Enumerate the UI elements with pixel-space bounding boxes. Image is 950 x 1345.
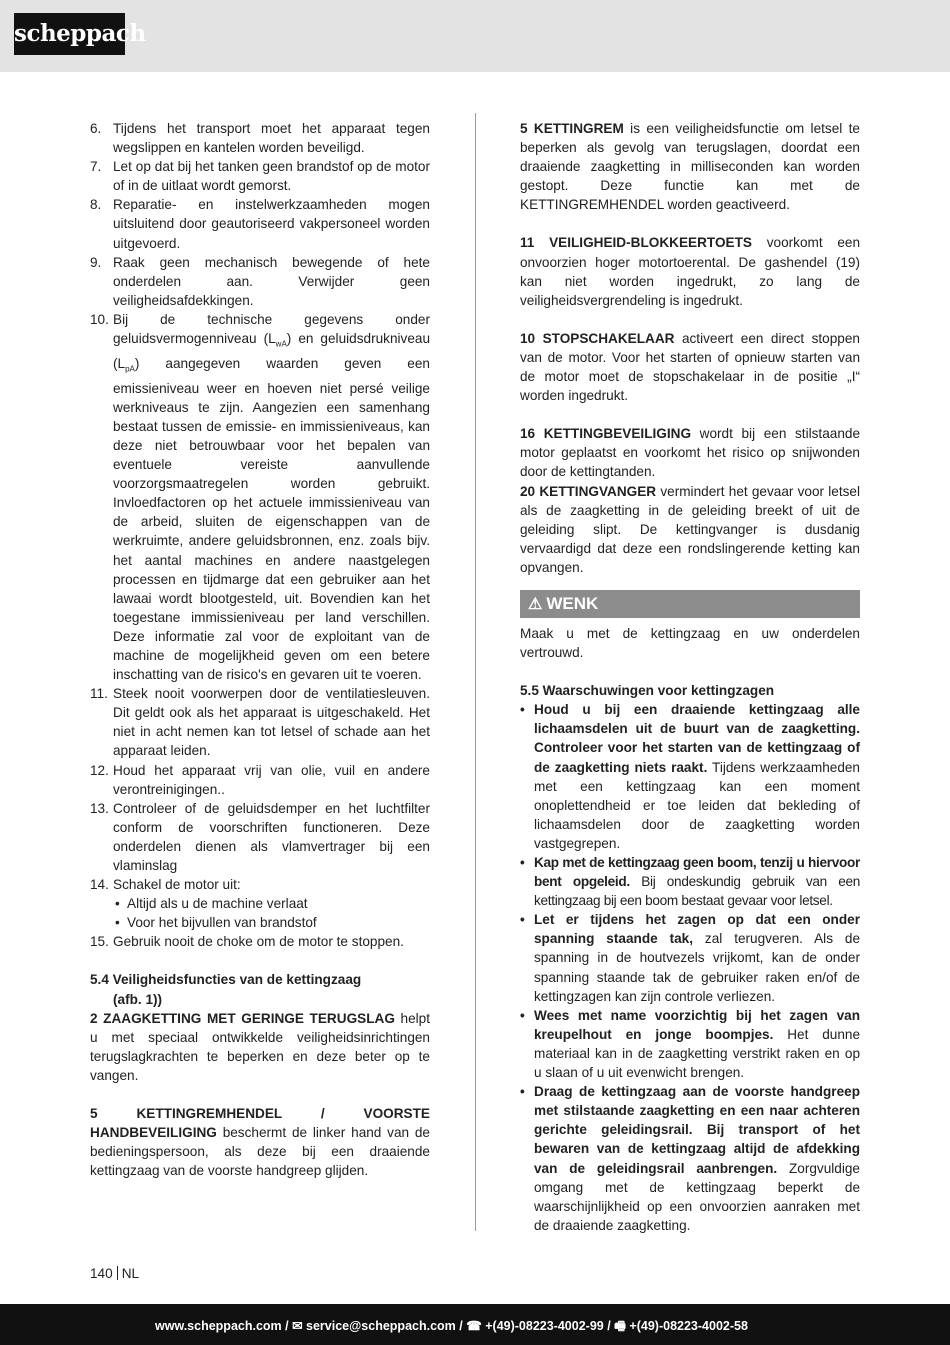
list-item: 14. Schakel de motor uit: • Altijd als u de machine verlaat • Voor het bijvullen van brandstof <box>90 875 430 932</box>
sub-list <box>113 894 430 932</box>
list-item: • Draag de kettingzaag aan de voorste handgreep met stilstaande zaagketting en een naar achteren gerichte geleidingsrail. Bij transport of het bewaren van de kettingzaag altijd de afdekking van de geleidingsrail aanbrengen. Zorgvuldige omgang met de kettingzaag beperkt de waarschijnlijkheid op een onvoorzien aanraken met de draaiende zaagketting. <box>520 1082 860 1235</box>
page-number: 140 NL <box>90 1266 140 1281</box>
section-subheading: (afb. 1)) <box>113 991 163 1007</box>
left-column <box>90 119 430 1180</box>
footer-bar <box>0 1304 950 1345</box>
paragraph: 5 KETTINGREM is een veiligheidsfunctie om letsel te beperken als gevolg van terugslagen, doordat een draaiende zaagketting in milliseconden kan worden gestopt. Deze functie kan met de KETTINGREMHENDEL worden geactiveerd. <box>520 121 860 213</box>
list-item: 8. Reparatie- en instelwerkzaamheden mogen uitsluitend door geautoriseerd vakpersoneel worden uitgevoerd. <box>90 197 430 251</box>
sub-list-item: • Altijd als u de machine verlaat <box>113 894 430 913</box>
list-item: 6. Tijdens het transport moet het apparaat tegen wegslippen en kantelen worden beveiligd. <box>90 121 430 156</box>
list-item: 13. Controleer of de geluidsdemper en het luchtfilter conform de voorschriften functioneren. Deze onderdelen dienen als vlamvertrager bij een vlaminslag <box>90 800 430 873</box>
paragraph: 2 ZAAGKETTING MET GERINGE TERUGSLAG helpt u met speciaal ontwikkelde veiligheidsinrichtingen terugslagkrachten te beperken en deze beter op te vangen. <box>90 1010 431 1083</box>
brand-logo: scheppach <box>14 13 125 55</box>
header-bar <box>0 0 950 72</box>
contact-info: www.scheppach.com / ✉ service@scheppach.com / ☎ +(49)-08223-4002-99 / 🖷 +(49)-08223-4002-58 <box>155 1319 748 1333</box>
list-item: • Let er tijdens het zagen op dat een onder spanning staande tak, zal terugveren. Als de spanning in de houtvezels vrijkomt, kan de onder spanning staande tak de gebruiker raken en/of de kettingzagen kan zijn controle verliezen. <box>520 910 860 1005</box>
paragraph: 11 VEILIGHEID-BLOKKEERTOETS voorkomt een onvoorzien hoger motortoerental. De gashendel (19) kan niet worden ingedrukt, zo lang de veiligheidsvergrendeling is ingedrukt. <box>520 235 861 308</box>
list-item: • Wees met name voorzichtig bij het zagen van kreupelhout en jonge boompjes. Het dunne materiaal kan in de zaagketting verstrikt raken en op u slaan of u uit evenwicht brengen. <box>520 1006 860 1082</box>
section-heading: 5.5 Waarschuwingen voor kettingzagen <box>520 683 775 699</box>
paragraph: Maak u met de kettingzaag en uw onderdelen vertrouwd. <box>520 625 860 661</box>
section-heading: 5.4 Veiligheidsfuncties van de kettingzaag <box>90 972 362 988</box>
list-item: 9. Raak geen mechanisch bewegende of hete onderdelen aan. Verwijder geen veiligheidsafdekkingen. <box>90 254 430 308</box>
note-banner: ⚠ WENK <box>520 590 860 618</box>
list-item: 11. Steek nooit voorwerpen door de ventilatiesleuven. Dit geldt ook als het apparaat is uitgeschakeld. Het niet in acht nemen kan tot letsel of schade aan het apparaat leiden. <box>90 686 430 759</box>
paragraph: 10 STOPSCHAKELAAR activeert een direct stoppen van de motor. Voor het starten of opnieuw starten van de motor moet de stopschakelaar in de positie „I“ worden ingedrukt. <box>520 330 860 404</box>
list-item: 7. Let op dat bij het tanken geen brandstof op de motor of in de uitlaat wordt gemorst. <box>90 159 430 194</box>
warning-list <box>520 700 860 1235</box>
list-item: • Kap met de kettingzaag geen boom, tenzij u hiervoor bent opgeleid. Bij ondeskundig gebruik van een kettingzaag bij een boom bestaat gevaar voor letsel. <box>520 853 860 910</box>
paragraph: 20 KETTINGVANGER vermindert het gevaar voor letsel als de zaagketting in de geleiding breekt of uit de geleiding slipt. De kettingvanger is dusdanig vervaardigd dat deze een rondslingerende ketting kan opvangen. <box>520 483 860 575</box>
safety-list <box>90 119 430 951</box>
paragraph: 16 KETTINGBEVEILIGING wordt bij een stilstaande motor geplaatst en voorkomt het risico op snijwonden door de kettingtanden. <box>520 426 861 480</box>
paragraph: 5 KETTINGREMHENDEL / VOORSTE HANDBEVEILIGING beschermt de linker hand van de bedieningspersoon, als deze bij een draaiende kettingzaag van de voorste handgreep glijden. <box>90 1106 430 1179</box>
column-divider <box>475 113 476 1231</box>
list-item: • Houd u bij een draaiende kettingzaag alle lichaamsdelen uit de buurt van de zaagketting. Controleer voor het starten van de kettingzaag of de zaagketting niets raakt. Tijdens werkzaamheden met een kettingzaag kan een moment onoplettendheid er toe leiden dat bekleding of lichaamsdelen door de zaagketting worden vastgegrepen. <box>520 700 860 853</box>
sub-list-item: • Voor het bijvullen van brandstof <box>113 913 430 932</box>
list-item: 10. Bij de technische gegevens onder geluidsvermogenniveau $(L_{wA})$ en geluidsdrukniveau $(L_{pA})$ aangegeven waarden geven een emissieniveau weer en hoeven niet persé veilige werkniveaus te zijn. Aangezien een samenhang bestaat tussen de emissie- en immissieniveaus, kan deze niet betrouwbaar voor het bepalen van eventuele vereiste aanvullende voorzorgsmaatregelen worden gebruikt. Invloedfactoren op het actuele immissieniveau van de arbeid, sluiten de eigenschappen van de werkruimte, andere geluidsbronnen, enz. zoals bijv. het aantal machines en andere naastgelegen processen en tijdmarge dat een gebruiker aan het lawaai wordt blootgesteld, uit. Bovendien kan het toegestane immissieniveau per land verschillen. Deze informatie zal voor de exploitant van de machine de mogelijkheid geven om een betere inschatting van de risico's en gevaren uit te voeren. <box>90 311 431 683</box>
warning-icon: ⚠ <box>528 595 543 613</box>
right-column <box>520 119 860 1235</box>
list-item: 12. Houd het apparaat vrij van olie, vuil en andere verontreinigingen.. <box>90 762 430 797</box>
list-item: 15. Gebruik nooit de choke om de motor te stoppen. <box>90 934 404 950</box>
